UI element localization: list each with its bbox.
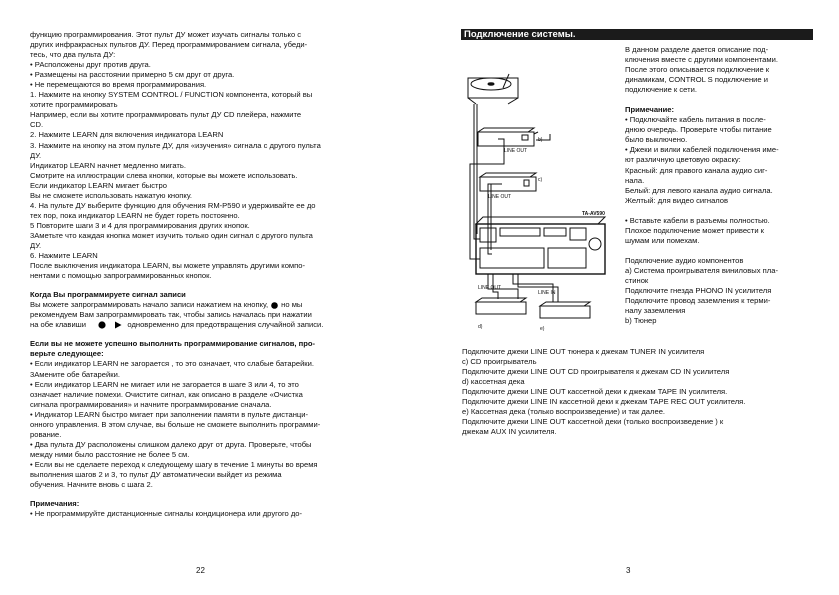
deck-line-in-label: LINE IN [538, 290, 556, 296]
record-heading: Когда Вы программируете сигнал записи [30, 290, 186, 300]
text-line: В данном разделе дается описание под- [625, 45, 769, 54]
text-line: Желтый: для видео сигналов [625, 195, 729, 205]
troubleshoot-list [30, 359, 388, 490]
text-line: • Если индикатор LEARN не загорается , то это означает, что слабые батарейки. [30, 359, 314, 369]
text-line: тех пор, пока индикатор LEARN не будет гореть постоянно. [30, 210, 240, 220]
text-line: означает наличие помехи. Очистите сигнал, как описано в разделе «Очистка [30, 389, 303, 399]
text-line: Подключение аудио компонентов [625, 255, 744, 265]
text-line: Например, если вы хотите программировать пульт ДУ CD плейера, нажмите [30, 110, 302, 120]
text-line: ДУ. [30, 150, 42, 160]
text-line: Смотрите на иллюстрации слева кнопки, которые вы можете использовать. [30, 170, 298, 180]
section-header: Подключение системы. [461, 29, 813, 40]
text-line: налу заземления [625, 306, 686, 316]
label-c: c) [538, 177, 543, 183]
text-line: Вы не сможете использовать нажатую кнопку. [30, 190, 192, 200]
text-line [625, 95, 813, 105]
text-line: • Два пульта ДУ расположены слишком далеко друг от друга. Проверьте, чтобы [30, 439, 312, 449]
connection-diagram [458, 44, 623, 336]
text-line: • Подключайте кабель питания в после- [625, 115, 766, 125]
text-line: Красный: для правого канала аудио сиг- [625, 165, 768, 175]
text-line: c) CD проигрыватель [462, 357, 537, 367]
record-dot-icon [98, 321, 106, 329]
text-line: • Не программируйте дистанционные сигналы кондиционера или другого до- [30, 509, 303, 519]
text-line: 5 Повторите шаги 3 и 4 для программирования других кнопок. [30, 220, 250, 230]
text-line: ют различную цветовую окраску: [625, 155, 741, 165]
left-page-number: 22 [196, 566, 205, 575]
text-line: После этого описывается подключение к [625, 65, 770, 75]
cassette-deck-e-icon [540, 302, 590, 318]
text-line: Если индикатор LEARN мигает быстро [30, 180, 167, 190]
label-d: d) [478, 324, 483, 330]
text-line: 6. Нажмите LEARN [30, 251, 98, 261]
text-line: d) кассетная дека [462, 377, 525, 387]
text-line: стинок [625, 275, 649, 285]
text-line: Индикатор LEARN начнет медленно мигать. [30, 160, 186, 170]
troubleshoot-heading-line2: верьте следующее: [30, 349, 104, 359]
text-line: ключения вместе с другими компонентами. [625, 55, 778, 65]
text-line: 4. На пульте ДУ выберите функцию для обучения RM-P590 и удерживайте ее до [30, 200, 316, 210]
text-line: Подключите джеки LINE OUT CD проигрывателя к джекам CD IN усилителя [462, 367, 730, 377]
record-text-line2: рекомендуем Вам запрограммировать так, чтобы запись началась при нажатии [30, 310, 312, 320]
text-line: b) Тюнер [625, 316, 657, 326]
text-line: джекам AUX IN усилителя. [462, 427, 557, 437]
text-line: Белый: для левого канала аудио сигнала. [625, 185, 773, 195]
label-e: e) [540, 326, 545, 332]
text-line: других инфракрасных пультов ДУ. Перед программированием сигнала, убеди- [30, 40, 308, 50]
text-line: Плохое подключение может привести к [625, 225, 764, 235]
intro-paragraph [30, 30, 388, 281]
text-line: днюю очередь. Проверьте чтобы питание [625, 125, 772, 135]
text-line: нентами с помощью запрограммированных кнопок. [30, 271, 212, 281]
notes-list [30, 509, 388, 519]
text-line: • Если индикатор LEARN не мигает или не загорается в шаге 3 или 4, то это [30, 379, 299, 389]
text-line: Подключите джеки LINE IN кассетной деки к джекам TAPE REC OUT усилителя. [462, 397, 746, 407]
play-arrow-icon [114, 321, 122, 329]
text-line: Примечание: [625, 105, 675, 115]
text-line: • Индикатор LEARN быстро мигает при заполнении памяти в пульте дистанци- [30, 409, 309, 419]
text-line: функцию программирования. Этот пульт ДУ может изучать сигналы только с [30, 30, 302, 39]
text-line: было выключено. [625, 135, 688, 145]
right-bottom-text [462, 347, 814, 437]
text-line: Подключите провод заземления к терми- [625, 296, 771, 306]
amplifier-icon [476, 217, 605, 274]
text-line: шумам или помехам. [625, 235, 700, 245]
record-text-line3: на обе клавиши одновременно для предотвращения случайной записи. [30, 320, 324, 330]
turntable-icon [468, 74, 518, 104]
text-line: • Джеки и вилки кабелей подключения име- [625, 145, 779, 155]
text-line: 3. Нажмите на кнопку на этом пульте ДУ, для «изучения» сигнала с другого пульта [30, 140, 321, 150]
text-line: подключение к сети. [625, 85, 697, 95]
text-line: CD. [30, 120, 44, 130]
record-button-icon [271, 302, 278, 309]
text-line: рование. [30, 429, 62, 439]
text-line: • Вставьте кабели в разъемы полностью. [625, 215, 770, 225]
amplifier-model-label: TA-AV590 [582, 211, 605, 217]
text-line: • Размещены на расстоянии примерно 5 см друг от друга. [30, 70, 235, 80]
text-line: выполнения шагов 2 и 3, то пульт ДУ автоматически выйдет из режима [30, 469, 282, 479]
text-line: онного управления. В этом случае, вы больше не сможете выполнить программи- [30, 419, 321, 429]
text-line: динамикам, CONTROL S подключение и [625, 75, 768, 85]
right-column-text [625, 45, 813, 326]
record-text-line1: Вы можете запрограммировать начало записи нажатием на кнопку, но мы [30, 300, 303, 310]
label-b: b) [538, 137, 543, 143]
text-line: • Не перемещаются во время программирования. [30, 80, 207, 90]
text-line: между ними было расстояние не более 5 см. [30, 449, 190, 459]
text-line: Подключите джеки LINE OUT тюнера к джекам TUNER IN усилителя [462, 347, 705, 356]
text-line: тесь, что два пульта ДУ: [30, 50, 116, 60]
text-line [625, 206, 813, 216]
text-line: нала. [625, 175, 645, 185]
text-line: Подключите джеки LINE OUT кассетной деки к джекам TAPE IN усилителя. [462, 387, 728, 397]
text-line: • Если вы не сделаете переход к следующему шагу в течение 1 минуты во время [30, 459, 318, 469]
cassette-deck-d-icon [476, 298, 526, 314]
text-line: После выключения индикатора LEARN, вы можете управлять другими компо- [30, 261, 306, 271]
text-line: 3Аметьте что каждая кнопка может изучить только один сигнал с другого пульта [30, 230, 313, 240]
text-line: обучения. Начните вновь с шага 2. [30, 480, 153, 490]
text-line: сигнала программирования» и начните программирование сначала. [30, 399, 272, 409]
notes-heading: Примечания: [30, 499, 80, 509]
cd-line-out-label: LINE OUT [488, 194, 512, 200]
text-line: Подключите гнезда PHONO IN усилителя [625, 285, 772, 295]
text-line [625, 246, 813, 256]
troubleshoot-heading-line1: Если вы не можете успешно выполнить программирование сигналов, про- [30, 339, 316, 349]
text-line: ДУ. [30, 240, 42, 250]
tuner-icon [478, 128, 538, 146]
text-line: 3Амените обе батарейки. [30, 369, 120, 379]
text-line: хотите программировать [30, 100, 118, 110]
text-line: 2. Нажмите LEARN для включения индикатора LEARN [30, 130, 224, 140]
text-line: е) Кассетная дека (только воспроизведение) и так далее. [462, 407, 666, 417]
text-line: • РАсположены друг против друга. [30, 60, 151, 70]
right-page-number: 3 [626, 566, 631, 575]
deck-line-out-label: LINE OUT [478, 285, 502, 291]
text-line: а) Система проигрывателя виниловых пла- [625, 265, 778, 275]
tuner-line-out-label: LINE OUT [504, 148, 528, 154]
left-page-text [30, 30, 388, 519]
text-line: 1. Нажмите на кнопку SYSTEM CONTROL / FUNCTION компонента, который вы [30, 90, 313, 100]
text-line: Подключите джеки LINE OUT кассетной деки (только воспроизведение ) к [462, 417, 724, 427]
